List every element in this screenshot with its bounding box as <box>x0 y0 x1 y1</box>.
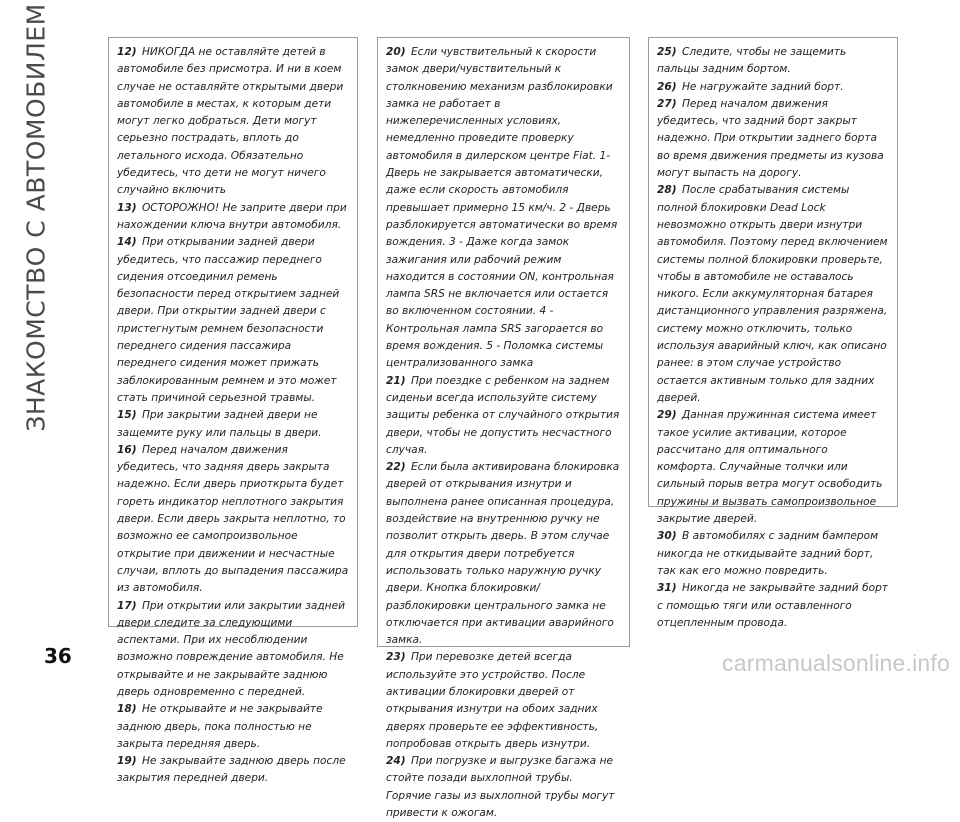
warning-number: 25) <box>657 46 677 58</box>
warning-text: Перед началом движения убедитесь, что задняя дверь закрыта надежно. Если дверь приоткрыта будет гореть индикатор неплотного закрытия двери. Если дверь закрыта неплотно, то возможно ее самопроизвольное открытие при движении и несчастные случаи, вплоть до выпадения пассажира из автомобиля. <box>117 443 349 595</box>
warning-number: 23) <box>386 651 406 664</box>
warning-number: 17) <box>117 599 137 612</box>
warning-text: При поездке с ребенком на заднем сиденьи всегда используйте систему защиты ребенка от случайного открытия двери, чтобы не допустить несчастного случая. <box>386 374 620 456</box>
warning-item <box>657 580 889 632</box>
warning-number: 12) <box>117 46 137 58</box>
warning-text: ОСТОРОЖНО! Не заприте двери при нахождении ключа внутри автомобиля. <box>117 201 347 231</box>
warning-text: Не закрывайте заднюю дверь после закрытия передней двери. <box>117 755 346 785</box>
warning-item <box>657 528 889 580</box>
warning-item <box>657 79 889 96</box>
warning-item <box>657 96 889 182</box>
warning-number: 15) <box>117 409 137 422</box>
warning-text: При погрузке и выгрузке багажа не стойте позади выхлопной трубы. Горячие газы из выхлопной трубы могут привести к ожогам. <box>386 755 615 820</box>
warning-text: Если была активирована блокировка дверей от открывания изнутри и выполнена ранее описанная процедура, воздействие на внутреннюю ручку не позволит открыть дверь. В этом случае для открытия двери потребуется использовать только наружную ручку двери. Кнопка блокировки/разблокировки центрального замка не отключается при активации аварийного замка. <box>386 461 620 647</box>
warning-item <box>657 182 889 407</box>
warning-text: Перед началом движения убедитесь, что задний борт закрыт надежно. При открытии заднего борта во время движения предметы из кузова могут выпасть на дорогу. <box>657 97 884 180</box>
warning-number: 27) <box>657 97 677 110</box>
warning-text: Никогда не закрывайте задний борт с помощью тяги или оставленного отцепленным провода. <box>657 582 888 629</box>
warning-item <box>117 701 349 753</box>
warning-item <box>117 442 349 598</box>
warning-text: Данная пружинная система имеет такое усилие активации, которое рассчитано для оптимального комфорта. Случайные толчки или сильный порыв ветра могут освободить пружины и вызвать самопроизвольное закрытие дверей. <box>657 409 883 526</box>
warning-number: 29) <box>657 409 677 422</box>
section-title-text: ЗНАКОМСТВО С АВТОМОБИЛЕМ <box>21 3 51 432</box>
warning-number: 26) <box>657 80 677 93</box>
warning-number: 31) <box>657 582 677 595</box>
warning-number: 30) <box>657 530 677 543</box>
warning-text: Если чувствительный к скорости замок двери/чувствительный к столкновению механизм разблокировки замка не работает в нижеперечисленных условиях, немедленно проведите проверку автомобиля в дилерском центре Fiat. 1- Дверь не закрывается автоматически, даже если скорость автомобиля превышает примерно 15 км/ч. 2 - Дверь разблокируется автоматически во время вождения. 3 - Даже когда замок зажигания или рабочий режим находится в состоянии ON, контрольная лампа SRS не включается или остается во включенном состоянии. 4 - Контрольная лампа SRS загорается во время вождения. 5 - Поломка системы централизованного замка <box>386 46 618 370</box>
warning-text: После срабатывания системы полной блокировки Dead Lock невозможно открыть двери изнутри автомобиля. Поэтому перед включением системы полной блокировки проверьте, чтобы в автомобиле не оставалось никого. Если аккумуляторная батарея дистанционного управления разряжена, систему можно отключить, только используя аварийный ключ, как описано ранее: в этом случае устройство остается активным только для задних дверей. <box>657 184 888 404</box>
warning-number: 13) <box>117 201 137 214</box>
warnings-column-3 <box>648 37 898 629</box>
warning-text: НИКОГДА не оставляйте детей в автомобиле без присмотра. И ни в коем случае не оставляйте открытыми двери автомобиле в местах, к которым дети могут легко добраться. Дети могут серьезно пострадать, вплоть до летального исхода. Обязательно убедитесь, что дети не могут ничего случайно включить <box>117 46 344 197</box>
warning-item <box>117 407 349 442</box>
warning-item <box>657 407 889 528</box>
warning-item <box>117 598 349 702</box>
warning-number: 19) <box>117 755 137 768</box>
warning-number: 24) <box>386 755 406 768</box>
warning-text: При перевозке детей всегда используйте это устройство. После активации блокировки дверей от открывания изнутри на обоих задних дверях проверьте ее эффективность, попробовав открыть дверь изнутри. <box>386 651 599 750</box>
warning-item <box>386 459 621 649</box>
warning-item <box>117 753 349 788</box>
section-title <box>6 3 66 432</box>
warning-number: 21) <box>386 374 406 387</box>
warnings-column-1 <box>108 37 358 785</box>
warning-number: 16) <box>117 443 137 456</box>
warning-text: Следите, чтобы не защемить пальцы задним бортом. <box>657 46 847 76</box>
warning-text: При открывании задней двери убедитесь, что пассажир переднего сидения отсоединил ремень безопасности перед открытием задней двери. При открытии задней двери с пристегнутым ремнем безопасности переднего сидения пассажира переднего сидения может прижать заблокированным ремнем и это может стать причиной серьезной травмы. <box>117 236 340 404</box>
warning-item <box>386 373 621 459</box>
warning-item <box>386 44 621 373</box>
warning-number: 22) <box>386 461 406 474</box>
watermark: carmanualsonline.info <box>722 650 950 676</box>
warning-item <box>657 44 889 79</box>
warning-number: 18) <box>117 703 137 716</box>
warnings-column-2 <box>377 37 630 820</box>
warning-text: При открытии или закрытии задней двери следите за следующими аспектами. При их несоблюдении возможно повреждение автомобиля. Не открывайте и не закрывайте заднюю дверь одновременно с передней. <box>117 599 345 698</box>
warning-item <box>117 44 349 200</box>
page-number: 36 <box>44 644 72 668</box>
warning-text: Не нагружайте задний борт. <box>681 80 844 93</box>
warning-item <box>117 234 349 407</box>
warning-number: 14) <box>117 236 137 249</box>
warning-number: 28) <box>657 184 677 197</box>
warning-item <box>117 200 349 235</box>
warning-text: В автомобилях с задним бампером никогда не откидывайте задний борт, так как его можно повредить. <box>657 530 879 577</box>
warning-text: Не открывайте и не закрывайте заднюю дверь, пока полностью не закрыта передняя дверь. <box>117 703 323 750</box>
warning-item <box>386 649 621 753</box>
warning-text: При закрытии задней двери не защемите руку или пальцы в двери. <box>117 409 322 439</box>
warning-number: 20) <box>386 46 406 58</box>
warning-item <box>386 753 621 822</box>
